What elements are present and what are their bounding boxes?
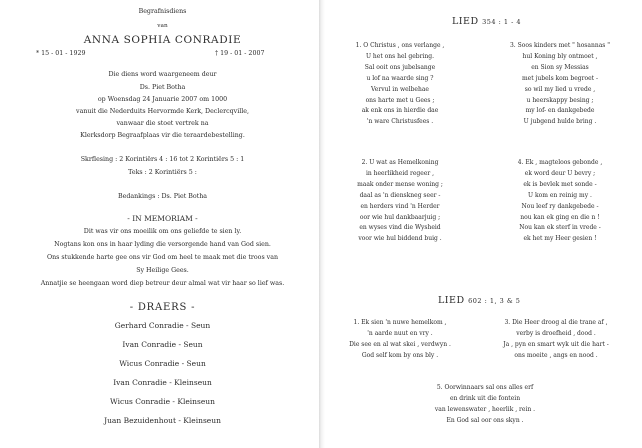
lied-354-verse-4: [488, 158, 632, 245]
service-line-6: Klerksdorp Begraafplaas vir die teraardebestelling.: [80, 132, 245, 139]
verse-line: 3. Soos kinders met " hosannas ": [509, 42, 611, 49]
draer-4: Ivan Conradie - Kleinseun: [113, 378, 212, 387]
left-page: [10, 6, 315, 446]
verse-line: 3. Die Heer droog al die trane af ,: [504, 319, 608, 326]
reading-line-2: Teks : 2 Korintiërs 5 :: [128, 169, 197, 176]
verse-line: 'n aarde nuut en vry .: [367, 329, 433, 337]
verse-line: 1. Ek sien 'n nuwe hemelkom ,: [353, 319, 447, 326]
draers-heading: - DRAERS -: [129, 302, 196, 313]
memoriam-line-2: Nogtans kon ons in haar lyding die versorgende hand van God sien.: [54, 241, 271, 248]
verse-line: ek het my Heer gesien !: [523, 235, 597, 243]
verse-line: 'n ware Christusfees .: [366, 118, 434, 126]
verse-line: Sal ooit ons jubelsange: [364, 63, 436, 71]
verse-line: God self kom by ons bly .: [361, 351, 439, 359]
verse-line: en wyses vind die Wysheid: [359, 224, 441, 232]
van-label: van: [157, 23, 168, 29]
service-title: Begrafnisdiens: [138, 8, 187, 15]
lied-title: LIED: [452, 16, 479, 27]
verse-line: en drink uit die fontein: [449, 394, 521, 402]
verse-line: ek is bevlek met sonde -: [523, 180, 597, 188]
memoriam-heading: - IN MEMORIAM -: [127, 214, 198, 223]
verse-line: maak onder mense woning ;: [357, 180, 443, 188]
verse-line: Die see en al wat skei , verdwyn .: [349, 340, 451, 348]
memoriam-line-3: Ons stukkende harte gee ons vir God om heel te maak met die troos van: [46, 254, 279, 261]
verse-line: in heerlikheid regeer ,: [365, 169, 435, 177]
verse-line: u heerskappy besing ;: [526, 96, 594, 104]
service-line-3: op Woensdag 24 Januarie 2007 om 1000: [97, 96, 228, 103]
lied-602-verse-1: [330, 318, 470, 362]
verse-line: U kom en reinig my .: [528, 191, 592, 199]
memoriam-line-1: Dit was vir ons moeilik om ons geliefde te sien ly.: [83, 228, 242, 235]
lied-354-verse-2: [330, 158, 470, 245]
verse-line: U jubgend hulde bring .: [523, 118, 597, 126]
lied-602-verse-3: [480, 318, 632, 362]
verse-line: ons harte met u Gees ;: [365, 96, 435, 104]
thanks-line: Bedankings : Ds. Piet Botha: [117, 193, 208, 200]
lied-354-heading: [452, 16, 521, 27]
lied-title: LIED: [438, 295, 465, 306]
draer-1: Gerhard Conradie - Seun: [114, 321, 211, 330]
lied-number: 354 : 1 - 4: [482, 18, 521, 26]
verse-line: En God sal oor ons skyn .: [446, 416, 524, 424]
service-line-4: vanuit die Nederduits Hervormde Kerk, Declercqville,: [76, 108, 249, 115]
memoriam-line-5: Annatjie se heengaan word diep betreur deur almal wat vir haar so lief was.: [40, 280, 285, 287]
verse-line: Nou leef ry dankgebede -: [521, 202, 599, 210]
lied-354-verse-1: [330, 41, 470, 128]
verse-line: oor wie hul dankbaarjuig ;: [359, 213, 441, 221]
verse-line: U het ons hel gebring.: [365, 52, 435, 60]
draer-2: Ivan Conradie - Seun: [122, 340, 203, 349]
lied-602-heading: [438, 295, 520, 306]
draer-5: Wicus Conradie - Kleinseun: [110, 397, 215, 406]
verse-line: 1. O Christus , ons verlange ,: [355, 42, 445, 49]
draer-3: Wicus Conradie - Seun: [119, 359, 206, 368]
verse-line: ek word deur U bevry ;: [524, 169, 596, 177]
verse-line: so wil my lied u vrede ,: [524, 85, 596, 93]
verse-line: 2. U wat as Hemelkoning: [361, 159, 439, 166]
verse-line: Vervul in welbehae: [371, 85, 429, 93]
verse-line: en herders vind 'n Herder: [360, 202, 440, 210]
verse-line: met jubels kom begroet -: [521, 74, 599, 82]
page-fold: [319, 0, 325, 448]
verse-line: 5. Oorwinnaars sal ons alles erf: [436, 384, 534, 391]
service-line-1: Die diens word waargeneem deur: [108, 71, 217, 78]
death-date: † 19 - 01 - 2007: [215, 50, 265, 57]
verse-line: voor wie hul biddend buig .: [358, 235, 442, 243]
birth-date: * 15 - 01 - 1929: [36, 50, 86, 57]
verse-line: verby is droefheid , dood .: [516, 329, 596, 337]
right-page: [330, 6, 636, 446]
verse-line: nou kan ek ging en die n !: [520, 213, 600, 221]
reading-line-1: Skrflesing : 2 Korintiërs 4 : 16 tot 2 Korintiërs 5 : 1: [80, 156, 245, 163]
verse-line: ons moeite , angs en nood .: [514, 351, 598, 359]
memoriam-line-4: Sy Heilige Gees.: [136, 267, 189, 274]
verse-line: ak enk ons in hierdie dae: [361, 107, 439, 115]
verse-line: en Sion sy Messias: [531, 63, 589, 71]
service-line-2: Ds. Piet Botha: [139, 84, 186, 91]
verse-line: daal as 'n dienskneg seer -: [359, 191, 441, 199]
verse-line: Ja , pyn en smart wyk uit die hart -: [503, 340, 609, 348]
draer-6: Juan Bezuidenhout - Kleinseun: [104, 416, 221, 425]
lied-354-verse-3: [488, 41, 632, 128]
verse-line: u lof na waarde sing ?: [366, 74, 434, 82]
service-line-5: vanwaar die stoet vertrek na: [116, 120, 209, 127]
verse-line: 4. Ek , magteloos gebonde ,: [517, 159, 603, 166]
verse-line: van lewenswater , heerlik , rein .: [434, 405, 536, 413]
lied-602-verse-5: [400, 383, 570, 427]
lied-number: 602 : 1, 3 & 5: [468, 297, 521, 305]
verse-line: hul Koning bly ontmoet ,: [522, 52, 598, 60]
deceased-name: ANNA SOPHIA CONRADIE: [83, 34, 242, 46]
verse-line: Nou kan ek sterf in vrede -: [519, 224, 601, 232]
verse-line: my lof- en dankgebede: [525, 107, 595, 115]
